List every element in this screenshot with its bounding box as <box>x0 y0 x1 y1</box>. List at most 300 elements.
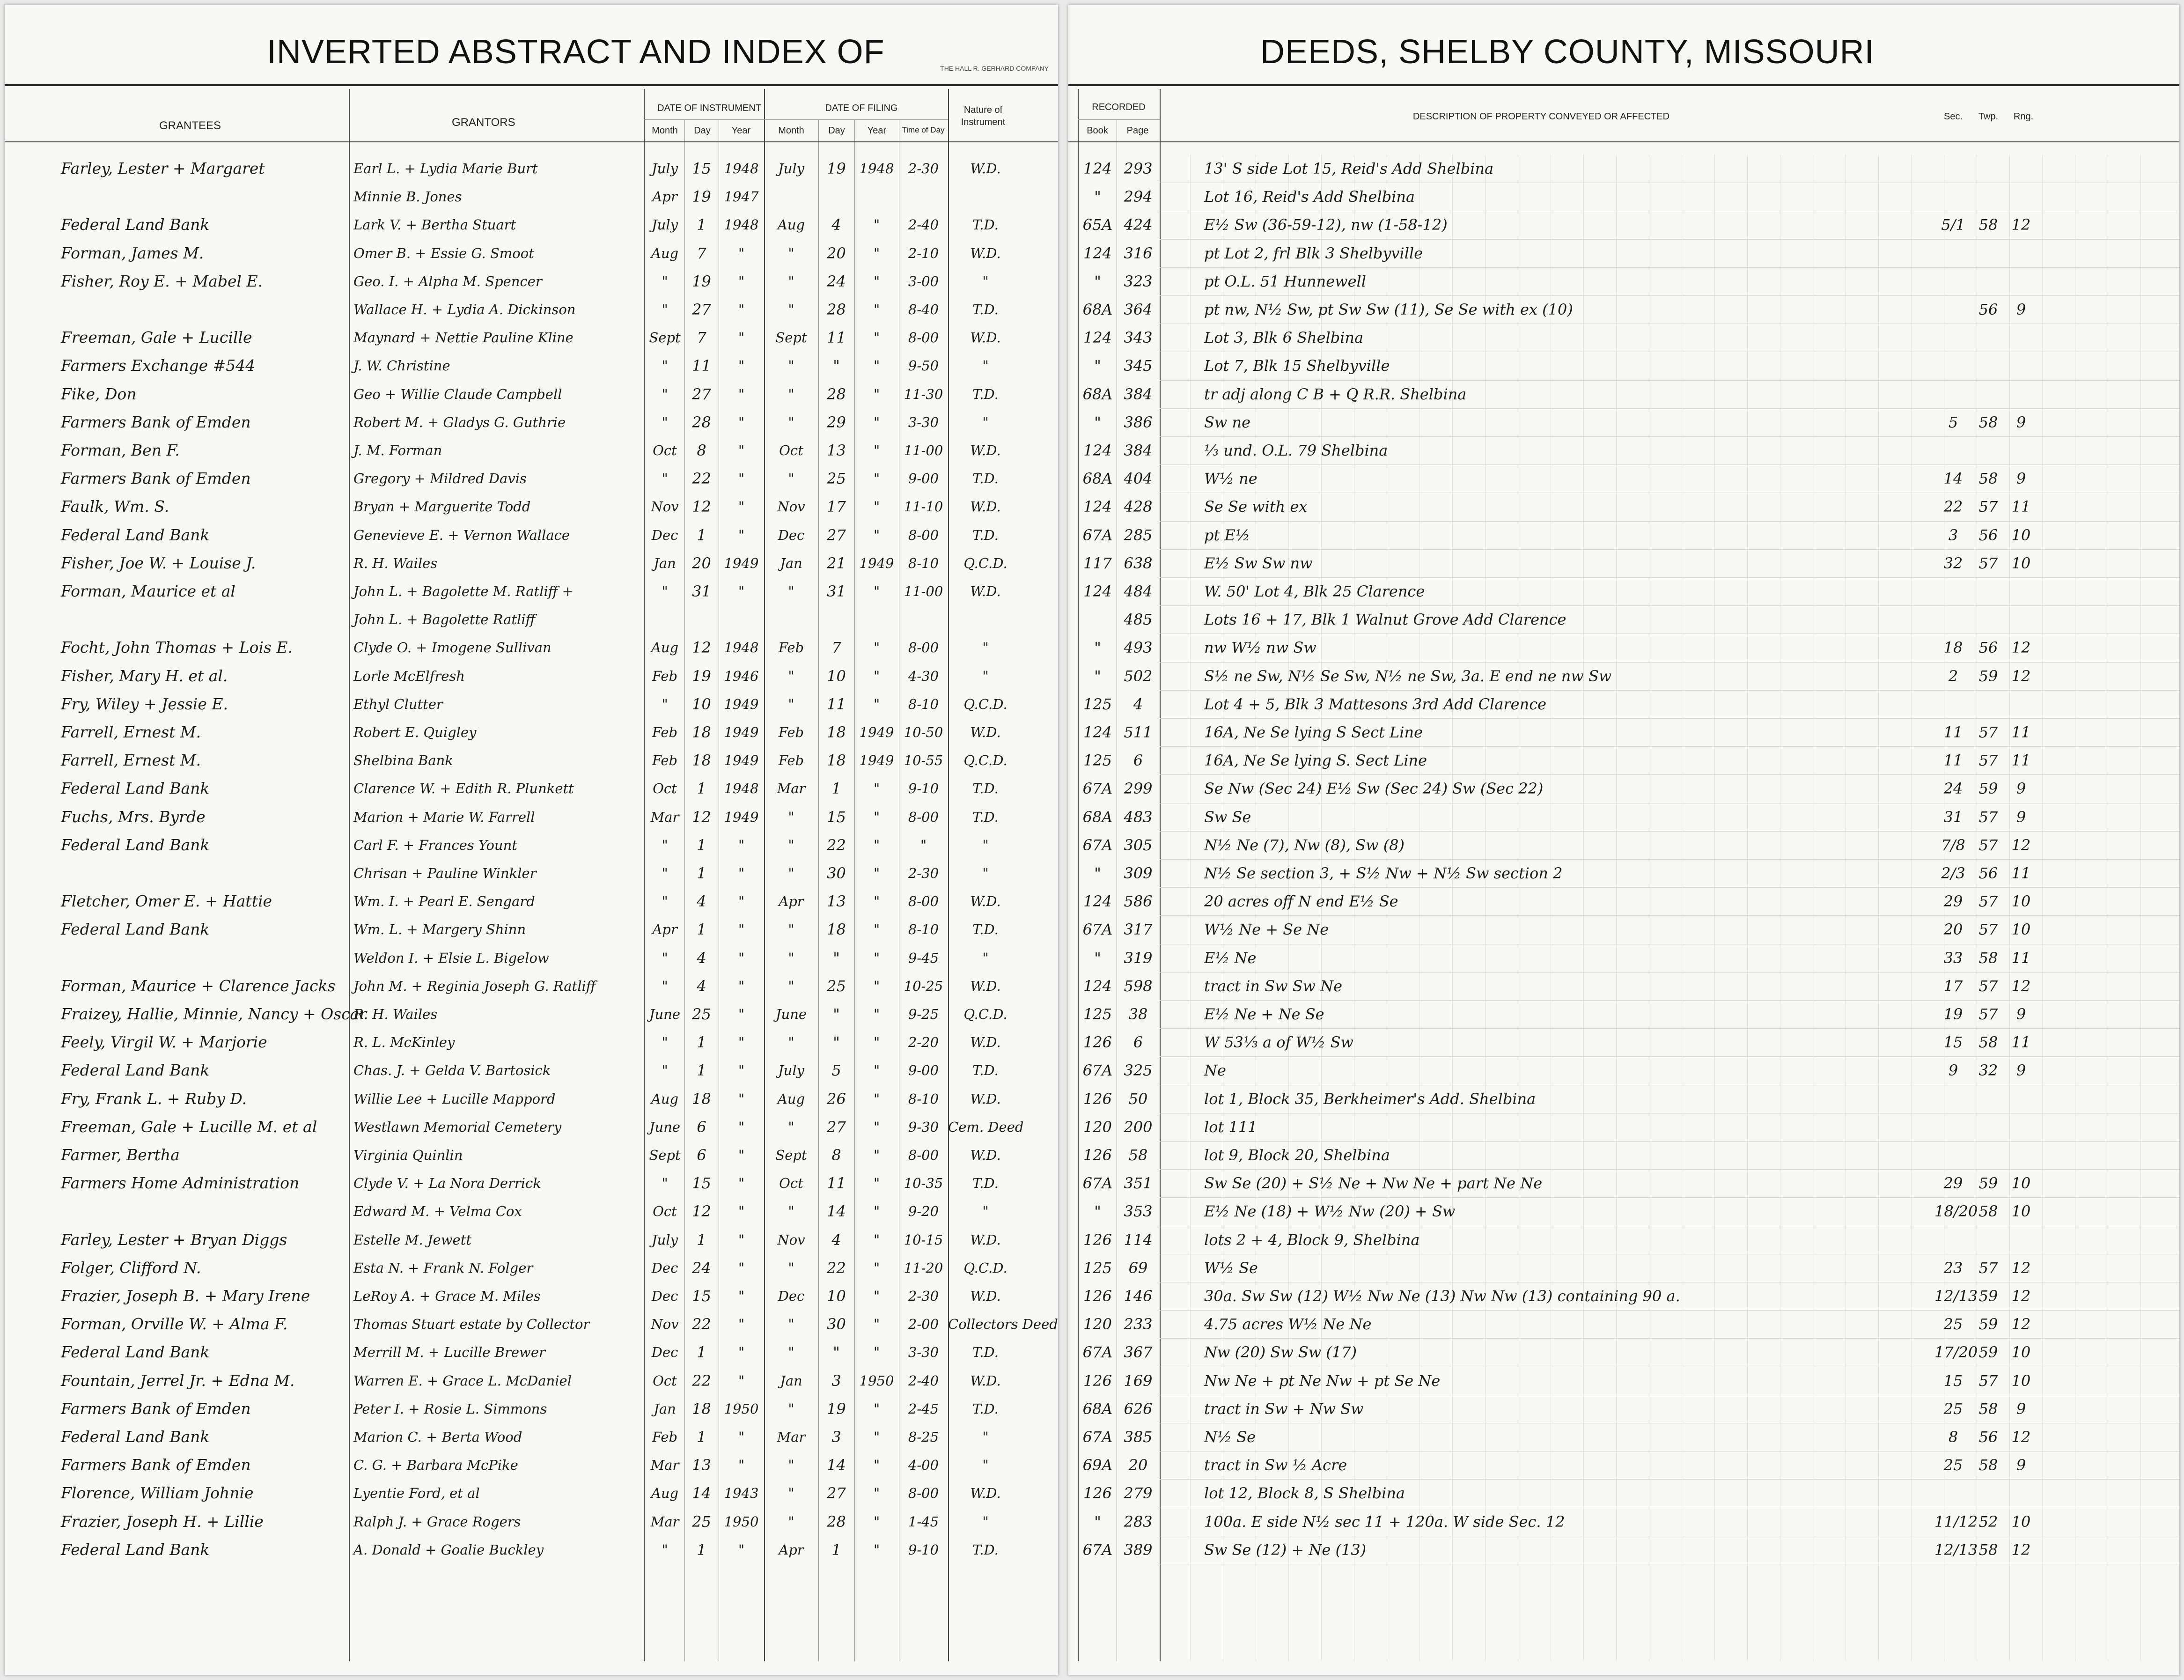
instrument-year-cell: " <box>738 1231 745 1248</box>
description-cell: lot 1, Block 35, Berkheimer's Add. Shelbina <box>1204 1090 1536 1108</box>
ledger-row <box>5 859 1058 887</box>
sec-cell <box>1934 690 1972 718</box>
filing-day-cell: 18 <box>827 723 846 741</box>
filing-day-cell: 25 <box>827 977 846 995</box>
ledger-row <box>1068 464 2179 493</box>
nature-cell: T.D. <box>972 1175 999 1192</box>
instrument-day-cell: 1 <box>697 526 706 544</box>
book-cell: 124 <box>1083 582 1112 600</box>
page-cell: 364 <box>1124 301 1153 318</box>
ledger-row <box>1068 1028 2179 1056</box>
filing-month-cell: " <box>788 471 794 487</box>
nature-cell: T.D. <box>972 1344 999 1361</box>
instrument-year-cell: " <box>738 414 745 430</box>
page-cell: 511 <box>1124 723 1153 741</box>
sec-cell <box>1934 155 1972 183</box>
filing-month-cell: Sept <box>775 1147 807 1163</box>
twp-cell: 58 <box>1978 1202 1998 1221</box>
grantee-cell: Federal Land Bank <box>61 1343 210 1362</box>
instrument-day-cell: 25 <box>692 1512 711 1531</box>
instrument-year-cell: " <box>738 1034 745 1051</box>
nature-cell: W.D. <box>970 442 1001 458</box>
description-cell: W 53⅓ a of W½ Sw <box>1204 1033 1353 1052</box>
twp-cell: 57 <box>1978 498 1998 516</box>
twp-cell <box>1972 380 2005 408</box>
filing-month-cell: " <box>788 1344 794 1361</box>
rng-cell: 10 <box>2011 1174 2031 1193</box>
grantee-cell: Farmers Bank of Emden <box>61 413 251 431</box>
description-cell: E½ Ne <box>1204 949 1257 967</box>
page-cell: 317 <box>1124 921 1153 939</box>
instrument-month-cell: Dec <box>651 527 678 543</box>
filing-day-cell: 11 <box>827 695 846 713</box>
grantor-cell: Edward M. + Velma Cox <box>353 1203 522 1220</box>
twp-cell: 58 <box>1978 413 1998 431</box>
grantee-cell: Fry, Wiley + Jessie E. <box>61 694 228 713</box>
description-cell: lot 111 <box>1204 1118 1257 1136</box>
filing-month-cell: " <box>788 1034 794 1051</box>
twp-cell <box>1972 577 2005 605</box>
ledger-row <box>5 1226 1058 1254</box>
ledger-row <box>5 1536 1058 1564</box>
time-of-day-header: Time of Day <box>902 125 945 134</box>
ledger-row <box>5 521 1058 549</box>
instrument-month-cell: " <box>662 837 668 853</box>
instrument-month-cell: " <box>662 893 668 910</box>
page-cell: 200 <box>1124 1118 1153 1136</box>
instrument-day-cell: 14 <box>692 1484 711 1503</box>
filing-day-cell: 1 <box>831 1540 841 1559</box>
nature-cell: W.D. <box>970 1485 1001 1502</box>
left-ledger-page <box>5 5 1058 1675</box>
ledger-row <box>1068 352 2179 380</box>
twp-cell <box>1972 690 2005 718</box>
sec-cell <box>1934 352 1972 380</box>
ledger-row <box>5 746 1058 774</box>
description-cell: nw W½ nw Sw <box>1204 639 1316 657</box>
date-of-filing-header: DATE OF FILING <box>825 103 898 113</box>
sec-cell <box>1934 577 1972 605</box>
ledger-row <box>5 803 1058 831</box>
filing-year-cell: " <box>873 1231 880 1248</box>
nature-cell: W.D. <box>970 1288 1001 1304</box>
rng-cell: 11 <box>2011 723 2031 741</box>
time-of-day-cell: 8-00 <box>908 809 939 825</box>
grantee-cell: Fike, Don <box>61 384 137 403</box>
sec-cell: 12/13 <box>1934 1287 1978 1305</box>
instrument-year-cell: 1950 <box>724 1400 759 1417</box>
filing-year-cell: " <box>873 1260 880 1276</box>
page-cell: 20 <box>1128 1456 1148 1474</box>
nature-cell: W.D. <box>970 330 1001 346</box>
header-rule <box>644 119 948 120</box>
nature-cell: T.D. <box>972 302 999 317</box>
book-cell: " <box>1094 188 1101 206</box>
nature-cell: W.D. <box>970 499 1001 515</box>
twp-cell: 58 <box>1978 216 1998 234</box>
rng-cell: 12 <box>2011 639 2031 657</box>
rng-cell: 10 <box>2011 1202 2031 1221</box>
ledger-row <box>1068 746 2179 774</box>
ledger-row <box>1068 831 2179 859</box>
sec-cell <box>1934 605 1972 634</box>
grantor-cell: Robert E. Quigley <box>353 724 477 740</box>
book-cell: 69A <box>1082 1456 1113 1474</box>
grantor-cell: Willie Lee + Lucille Mappord <box>353 1091 556 1107</box>
filing-day-cell <box>818 605 854 634</box>
filing-month-cell: " <box>788 696 794 712</box>
sec-cell <box>1934 1141 1972 1169</box>
time-of-day-cell: 8-10 <box>908 696 939 712</box>
time-of-day-cell: 3-30 <box>908 1344 939 1361</box>
instrument-day-cell: 24 <box>692 1259 711 1277</box>
time-of-day-cell: 10-25 <box>904 978 943 994</box>
instrument-year-cell: " <box>738 978 745 994</box>
page-cell: 325 <box>1124 1061 1153 1080</box>
instrument-month-cell: June <box>649 1119 681 1135</box>
nature-cell: " <box>982 640 989 656</box>
page-cell: 367 <box>1124 1343 1153 1362</box>
filing-month-cell: " <box>788 837 794 853</box>
instrument-month-cell: Feb <box>652 724 678 740</box>
filing-year-cell: 1949 <box>859 724 894 740</box>
description-cell: E½ Ne + Ne Se <box>1204 1005 1324 1023</box>
filing-day-cell: 22 <box>827 836 846 854</box>
instrument-year-cell: " <box>738 1344 745 1361</box>
twp-cell <box>1972 1085 2005 1113</box>
grantor-cell: Wm. I. + Pearl E. Sengard <box>353 893 535 910</box>
sec-cell: 29 <box>1943 892 1963 911</box>
twp-cell <box>1972 1226 2005 1254</box>
sec-cell: 8 <box>1948 1428 1958 1446</box>
grantor-cell: Carl F. + Frances Yount <box>353 837 517 853</box>
grantee-cell: Frazier, Joseph B. + Mary Irene <box>61 1287 310 1305</box>
filing-year-cell: " <box>873 1513 880 1530</box>
grantee-cell: Federal Land Bank <box>61 835 210 854</box>
book-cell: 120 <box>1083 1315 1112 1334</box>
ledger-row <box>1068 183 2179 211</box>
sec-cell: 11/12 <box>1934 1512 1978 1531</box>
book-cell: 67A <box>1082 780 1113 798</box>
instrument-day-cell: 4 <box>697 949 706 967</box>
description-cell: tract in Sw + Nw Sw <box>1204 1400 1364 1418</box>
instrument-month-cell: " <box>662 471 668 487</box>
grantor-cell: Geo. I. + Alpha M. Spencer <box>353 273 542 289</box>
filing-month-cell: Apr <box>779 893 804 910</box>
filing-day-cell: 27 <box>827 526 846 544</box>
time-of-day-cell: 8-10 <box>908 555 939 571</box>
grantee-cell: Florence, William Johnie <box>61 1484 254 1503</box>
ledger-row <box>5 915 1058 943</box>
ledger-row <box>1068 1395 2179 1423</box>
filing-month-cell: " <box>788 950 794 966</box>
filing-year-cell: " <box>873 640 880 656</box>
twp-cell: 57 <box>1978 977 1998 995</box>
filing-day-cell: 10 <box>827 667 846 685</box>
ledger-row <box>5 380 1058 408</box>
grantee-cell: Farmers Bank of Emden <box>61 1456 251 1474</box>
filing-year-cell: " <box>873 837 880 853</box>
grantor-cell: R. H. Wailes <box>353 1006 438 1022</box>
page-cell: 404 <box>1124 470 1153 488</box>
grantor-cell: Thomas Stuart estate by Collector <box>353 1316 590 1333</box>
ledger-row <box>1068 1113 2179 1141</box>
description-cell: 16A, Ne Se lying S Sect Line <box>1204 723 1423 741</box>
time-of-day-cell: 8-00 <box>908 527 939 543</box>
ledger-row <box>5 577 1058 605</box>
filing-day-cell: 18 <box>827 752 846 770</box>
instrument-month-cell: " <box>662 358 668 374</box>
instrument-month-cell: Mar <box>650 809 679 825</box>
ledger-row <box>1068 1423 2179 1451</box>
grantee-cell: Forman, Maurice et al <box>61 582 235 600</box>
filing-year-cell: 1948 <box>859 161 894 177</box>
time-of-day-cell: 8-10 <box>908 921 939 938</box>
time-of-day-cell: 9-30 <box>908 1119 939 1135</box>
time-of-day-cell: 9-50 <box>908 358 939 374</box>
instrument-year-cell <box>719 605 764 634</box>
instrument-month-cell: Dec <box>651 1344 678 1361</box>
sec-cell <box>1934 324 1972 352</box>
instrument-month-cell: Nov <box>651 499 679 515</box>
nature-cell: W.D. <box>970 1372 1001 1389</box>
description-cell: W½ ne <box>1204 470 1257 488</box>
page-cell: 283 <box>1124 1512 1153 1531</box>
filing-month-cell: Nov <box>777 499 805 515</box>
grantor-cell: Earl L. + Lydia Marie Burt <box>353 161 538 177</box>
description-cell: tract in Sw Sw Ne <box>1204 977 1343 995</box>
time-of-day-cell: 10-15 <box>904 1231 943 1248</box>
ledger-row <box>5 1254 1058 1282</box>
ledger-row <box>1068 1451 2179 1479</box>
book-cell: 68A <box>1082 301 1113 318</box>
twp-cell: 57 <box>1978 554 1998 572</box>
nature-cell: " <box>982 1203 989 1220</box>
rng-cell: 9 <box>2016 1061 2026 1080</box>
description-cell: E½ Sw (36-59-12), nw (1-58-12) <box>1204 216 1448 234</box>
filing-month-cell: July <box>778 1062 804 1079</box>
page-cell: 586 <box>1124 892 1153 911</box>
rng-cell: 10 <box>2011 1371 2031 1390</box>
page-cell: 69 <box>1128 1259 1148 1277</box>
grantee-cell: Fletcher, Omer E. + Hattie <box>61 892 272 911</box>
instrument-year-cell: " <box>738 893 745 910</box>
filing-month-cell: " <box>788 865 794 881</box>
ledger-row <box>1068 1479 2179 1507</box>
grantor-cell: Robert M. + Gladys G. Guthrie <box>353 414 566 430</box>
filing-year-cell: " <box>873 893 880 910</box>
grantee-cell: Forman, James M. <box>61 243 204 262</box>
sec-cell: 11 <box>1943 752 1963 770</box>
page-cell: 626 <box>1124 1400 1153 1418</box>
description-cell: S½ ne Sw, N½ Se Sw, N½ ne Sw, 3a. E end ne nw Sw <box>1204 667 1612 685</box>
time-of-day-cell: 11-00 <box>904 442 943 458</box>
ledger-row <box>5 1282 1058 1310</box>
grantor-cell: LeRoy A. + Grace M. Miles <box>353 1288 541 1304</box>
instrument-day-cell: 15 <box>692 1174 711 1193</box>
grantor-cell: Estelle M. Jewett <box>353 1231 472 1248</box>
time-of-day-cell: 1-45 <box>908 1513 939 1530</box>
ledger-row <box>5 436 1058 464</box>
filing-month-cell: " <box>788 921 794 938</box>
filing-year-cell: " <box>873 358 880 374</box>
grantor-cell: Virginia Quinlin <box>353 1147 463 1163</box>
grantee-cell: Farley, Lester + Margaret <box>61 159 265 177</box>
time-of-day-cell: 3-00 <box>908 273 939 289</box>
grantor-cell: Chrisan + Pauline Winkler <box>353 865 537 881</box>
description-cell: Lot 3, Blk 6 Shelbina <box>1204 329 1364 347</box>
instrument-month-cell: Aug <box>651 640 679 656</box>
page-cell: 386 <box>1124 413 1153 431</box>
grantor-cell: John L. + Bagolette Ratliff <box>353 612 536 628</box>
grantee-cell: Farmer, Bertha <box>61 1146 180 1164</box>
grantor-cell: Clyde V. + La Nora Derrick <box>353 1175 541 1192</box>
instrument-year-cell: " <box>738 1062 745 1079</box>
ledger-row <box>1068 1508 2179 1536</box>
filing-year-cell: " <box>873 471 880 487</box>
instrument-year-cell: " <box>738 245 745 261</box>
rng-cell <box>2005 1226 2037 1254</box>
instrument-year-cell: " <box>738 527 745 543</box>
rng-cell <box>2005 1085 2037 1113</box>
description-cell: N½ Se <box>1204 1428 1256 1446</box>
filing-month-cell: July <box>778 161 804 177</box>
book-cell: 67A <box>1082 836 1113 854</box>
page-cell: 638 <box>1124 554 1153 572</box>
filing-day-cell: " <box>833 1033 840 1052</box>
filing-month-cell: " <box>788 245 794 261</box>
filing-month-cell: Aug <box>777 217 805 233</box>
rng-cell: 12 <box>2011 1287 2031 1305</box>
filing-year-cell: " <box>873 302 880 317</box>
page-cell: 483 <box>1124 808 1153 826</box>
instrument-month-cell: " <box>662 414 668 430</box>
right-page-title: DEEDS, SHELBY COUNTY, MISSOURI <box>1260 33 1875 71</box>
book-cell: " <box>1094 272 1101 290</box>
rng-cell <box>2005 577 2037 605</box>
page-cell: 319 <box>1124 949 1153 967</box>
ledger-row <box>5 1508 1058 1536</box>
time-of-day-cell: 2-45 <box>908 1400 939 1417</box>
book-cell: 117 <box>1083 554 1112 572</box>
page-cell: 309 <box>1124 864 1153 882</box>
sec-cell: 31 <box>1943 808 1963 826</box>
rng-cell: 9 <box>2016 301 2026 318</box>
nature-cell: Q.C.D. <box>963 752 1007 769</box>
instrument-month-cell: Aug <box>651 1091 679 1107</box>
description-cell: 4.75 acres W½ Ne Ne <box>1204 1315 1372 1334</box>
instrument-day-cell: 1 <box>697 780 706 798</box>
ledger-row <box>5 972 1058 1000</box>
instrument-day-cell: 1 <box>697 1540 706 1559</box>
instrument-year-cell: 1949 <box>724 724 759 740</box>
instrument-day-cell: 13 <box>692 1456 711 1474</box>
ledger-row <box>1068 887 2179 915</box>
filing-month-cell: Apr <box>779 1541 804 1558</box>
instrument-day-cell: 19 <box>692 272 711 290</box>
time-of-day-cell <box>899 605 948 634</box>
grantor-cell: Wm. L. + Margery Shinn <box>353 921 526 938</box>
twp-cell: 58 <box>1978 1033 1998 1052</box>
filing-month-cell: Dec <box>778 527 805 543</box>
filing-day-cell: " <box>833 949 840 967</box>
sec-cell <box>1934 1226 1972 1254</box>
book-cell: 125 <box>1083 752 1112 770</box>
sec-cell: 15 <box>1943 1033 1963 1052</box>
filing-month-cell: " <box>788 1316 794 1333</box>
description-cell: Lot 4 + 5, Blk 3 Mattesons 3rd Add Clarence <box>1204 695 1547 713</box>
filing-year-cell: " <box>873 1316 880 1333</box>
twp-cell: 58 <box>1978 1456 1998 1474</box>
nature-cell: Q.C.D. <box>963 1006 1007 1022</box>
book-cell: " <box>1094 413 1101 431</box>
rng-cell: 11 <box>2011 1033 2031 1052</box>
sec-cell: 33 <box>1943 949 1963 967</box>
ledger-row <box>5 774 1058 803</box>
nature-cell: Q.C.D. <box>963 555 1007 571</box>
instrument-year-cell: " <box>738 865 745 881</box>
filing-month-cell: Sept <box>775 330 807 346</box>
time-of-day-cell: 4-30 <box>908 668 939 684</box>
page-cell: 6 <box>1133 1033 1143 1052</box>
filing-month-cell: Feb <box>778 640 804 656</box>
instrument-year-cell: 1949 <box>724 752 759 769</box>
instrument-year-cell: " <box>738 1260 745 1276</box>
filing-day-cell: 14 <box>827 1456 846 1474</box>
filing-month-cell: " <box>788 1119 794 1135</box>
grantor-cell: Geo + Willie Claude Campbell <box>353 386 562 402</box>
instrument-year-cell: " <box>738 921 745 938</box>
ledger-row <box>5 352 1058 380</box>
sec-cell <box>1934 183 1972 211</box>
grantee-cell <box>61 605 342 634</box>
ledger-row <box>1068 803 2179 831</box>
instrument-day-cell: 6 <box>697 1146 706 1164</box>
filing-day-cell: 20 <box>827 244 846 262</box>
filing-day-cell: 10 <box>827 1287 846 1305</box>
ledger-row <box>5 887 1058 915</box>
grantor-cell: J. W. Christine <box>353 358 450 374</box>
filing-day-cell: 30 <box>827 864 846 882</box>
book-cell <box>1079 605 1117 634</box>
twp-cell <box>1972 436 2005 464</box>
book-cell: 124 <box>1083 160 1112 177</box>
filing-month-cell: Aug <box>777 1091 805 1107</box>
grantee-cell: Fraizey, Hallie, Minnie, Nancy + Oscar <box>61 1005 367 1023</box>
filing-year-cell: " <box>873 865 880 881</box>
filing-year-cell: " <box>873 950 880 966</box>
instrument-month-cell: Mar <box>650 1513 679 1530</box>
filing-month-cell: " <box>788 668 794 684</box>
time-of-day-cell: 11-10 <box>904 499 943 515</box>
instrument-day-cell: 22 <box>692 1315 711 1334</box>
filing-year-cell: " <box>873 217 880 233</box>
twp-cell: 59 <box>1978 667 1998 685</box>
twp-cell: 59 <box>1978 1287 1998 1305</box>
instrument-month-cell: Aug <box>651 1485 679 1502</box>
filing-year-cell: " <box>873 809 880 825</box>
page-header: Page <box>1126 125 1149 136</box>
rng-cell: 11 <box>2011 498 2031 516</box>
nature-cell: " <box>982 414 989 430</box>
filing-year-cell: 1949 <box>859 555 894 571</box>
description-cell: 100a. E side N½ sec 11 + 120a. W side Sec. 12 <box>1204 1512 1565 1531</box>
description-cell: lot 9, Block 20, Shelbina <box>1204 1146 1390 1164</box>
grantor-cell: R. L. McKinley <box>353 1034 455 1051</box>
instrument-month-cell: " <box>662 1034 668 1051</box>
sec-cell: 32 <box>1943 554 1963 572</box>
ledger-row <box>5 634 1058 662</box>
